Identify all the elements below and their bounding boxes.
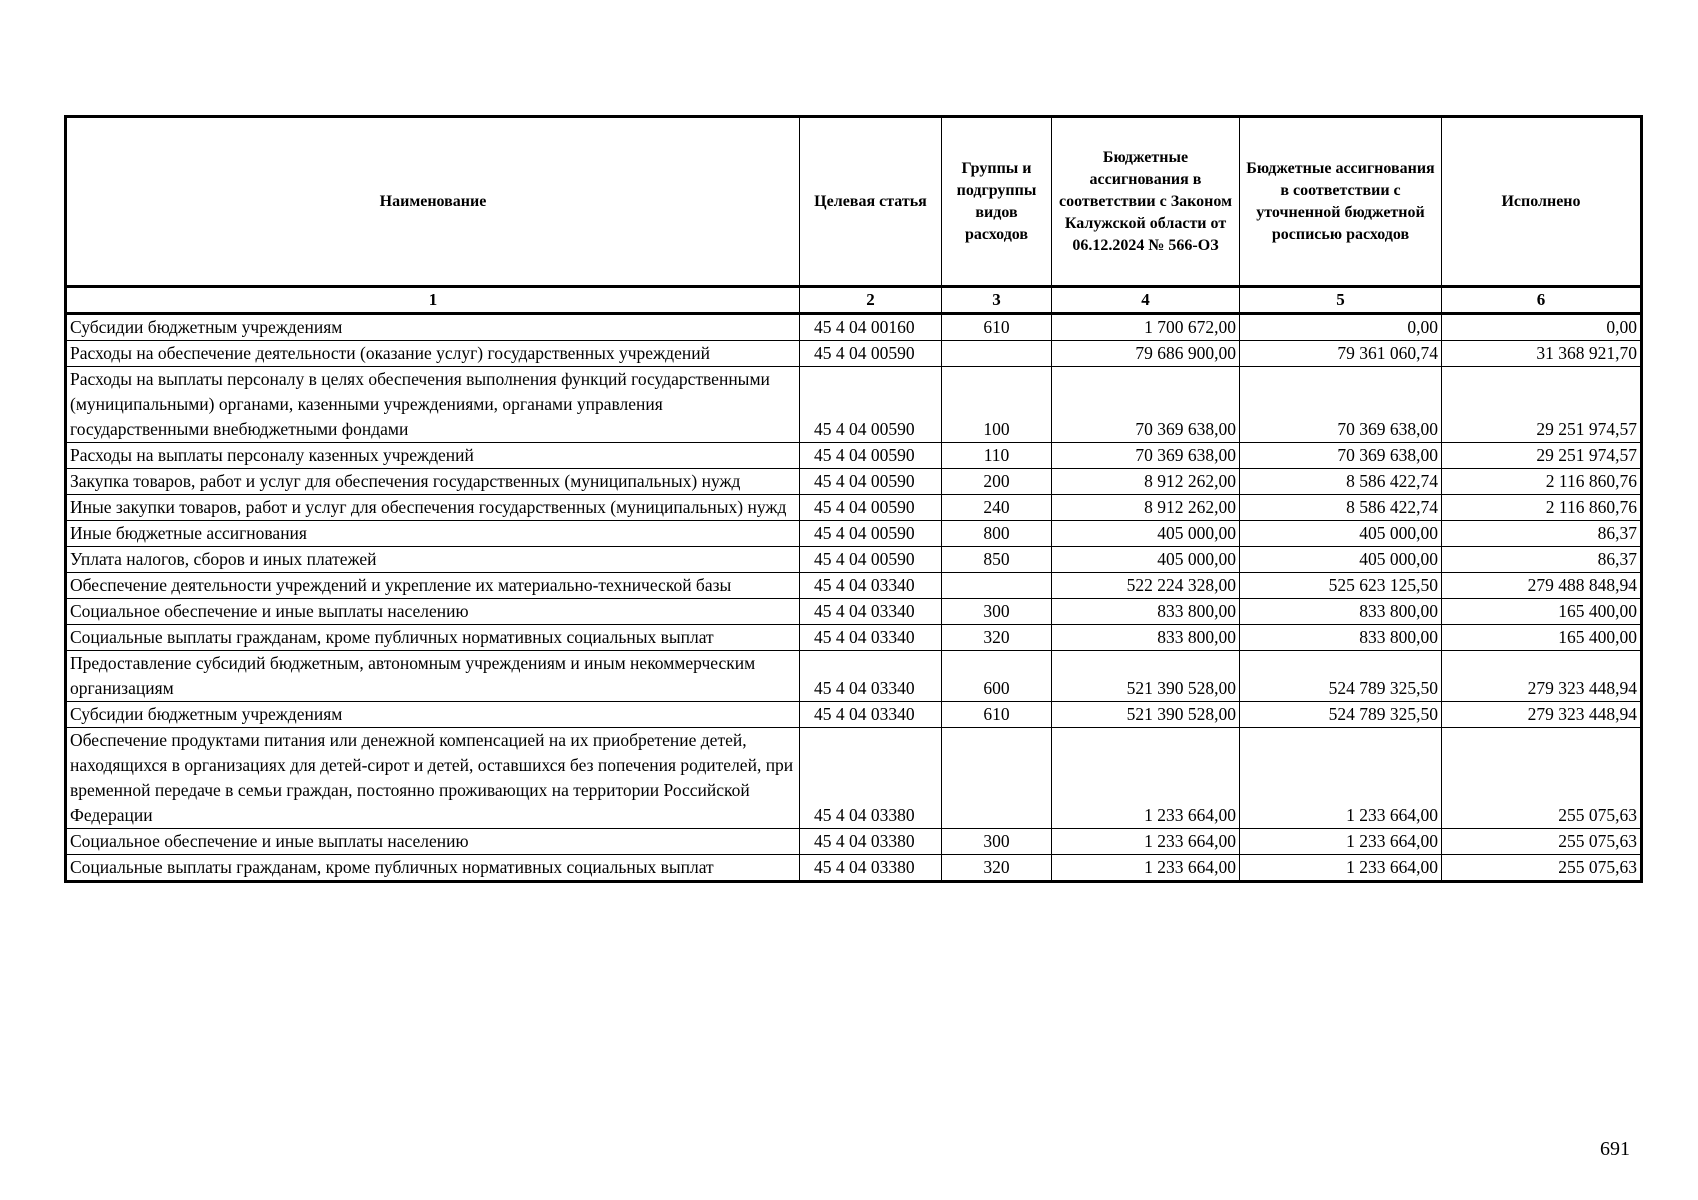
row-refined-allocation: 833 800,00 [1240,625,1442,651]
table-row [66,521,1642,547]
row-executed: 31 368 921,70 [1442,341,1642,367]
row-target-article: 45 4 04 03340 [800,573,942,599]
column-number: 3 [942,287,1052,314]
row-target-article: 45 4 04 00590 [800,443,942,469]
table-row [66,829,1642,855]
row-executed: 2 116 860,76 [1442,469,1642,495]
row-refined-allocation: 833 800,00 [1240,599,1442,625]
row-executed: 255 075,63 [1442,728,1642,829]
row-expense-group: 800 [942,521,1052,547]
row-expense-group: 300 [942,599,1052,625]
row-expense-group: 100 [942,367,1052,443]
table-row [66,573,1642,599]
table-row [66,625,1642,651]
row-expense-group: 320 [942,855,1052,882]
column-number: 5 [1240,287,1442,314]
budget-table-sheet [64,115,1640,883]
row-expense-group: 610 [942,314,1052,341]
row-executed: 29 251 974,57 [1442,367,1642,443]
row-target-article: 45 4 04 00590 [800,521,942,547]
row-expense-group: 200 [942,469,1052,495]
row-target-article: 45 4 04 00590 [800,341,942,367]
row-refined-allocation: 525 623 125,50 [1240,573,1442,599]
row-law-allocation: 521 390 528,00 [1052,651,1240,702]
table-row [66,495,1642,521]
row-law-allocation: 833 800,00 [1052,599,1240,625]
row-executed: 0,00 [1442,314,1642,341]
row-executed: 29 251 974,57 [1442,443,1642,469]
row-name: Закупка товаров, работ и услуг для обеспечения государственных (муниципальных) нужд [66,469,800,495]
row-name: Уплата налогов, сборов и иных платежей [66,547,800,573]
row-executed: 2 116 860,76 [1442,495,1642,521]
row-law-allocation: 1 233 664,00 [1052,855,1240,882]
table-row [66,469,1642,495]
row-target-article: 45 4 04 00590 [800,547,942,573]
header-executed: Исполнено [1442,117,1642,287]
table-row [66,314,1642,341]
row-name: Субсидии бюджетным учреждениям [66,314,800,341]
row-refined-allocation: 70 369 638,00 [1240,443,1442,469]
row-law-allocation: 405 000,00 [1052,521,1240,547]
row-law-allocation: 70 369 638,00 [1052,443,1240,469]
row-refined-allocation: 70 369 638,00 [1240,367,1442,443]
column-number: 4 [1052,287,1240,314]
header-law-allocations: Бюджетные ассигнования в соответствии с Законом Калужской области от 06.12.2024 № 566-ОЗ [1052,117,1240,287]
row-target-article: 45 4 04 03340 [800,651,942,702]
row-name: Социальное обеспечение и иные выплаты населению [66,829,800,855]
row-name: Обеспечение деятельности учреждений и укрепление их материально-технической базы [66,573,800,599]
row-target-article: 45 4 04 03380 [800,728,942,829]
header-name: Наименование [66,117,800,287]
row-law-allocation: 522 224 328,00 [1052,573,1240,599]
row-refined-allocation: 8 586 422,74 [1240,469,1442,495]
row-expense-group [942,341,1052,367]
column-number: 6 [1442,287,1642,314]
table-row [66,728,1642,829]
row-target-article: 45 4 04 03340 [800,702,942,728]
table-row [66,855,1642,882]
row-target-article: 45 4 04 00590 [800,495,942,521]
row-executed: 255 075,63 [1442,829,1642,855]
table-row [66,651,1642,702]
row-name: Субсидии бюджетным учреждениям [66,702,800,728]
row-executed: 255 075,63 [1442,855,1642,882]
row-law-allocation: 405 000,00 [1052,547,1240,573]
table-row [66,547,1642,573]
row-law-allocation: 1 233 664,00 [1052,728,1240,829]
row-refined-allocation: 405 000,00 [1240,547,1442,573]
row-refined-allocation: 1 233 664,00 [1240,829,1442,855]
row-refined-allocation: 1 233 664,00 [1240,855,1442,882]
row-law-allocation: 521 390 528,00 [1052,702,1240,728]
row-executed: 86,37 [1442,521,1642,547]
header-expense-groups: Группы и подгруппы видов расходов [942,117,1052,287]
row-refined-allocation: 524 789 325,50 [1240,702,1442,728]
row-refined-allocation: 0,00 [1240,314,1442,341]
row-law-allocation: 70 369 638,00 [1052,367,1240,443]
row-name: Расходы на обеспечение деятельности (оказание услуг) государственных учреждений [66,341,800,367]
row-executed: 86,37 [1442,547,1642,573]
header-row [66,117,1642,287]
row-expense-group: 240 [942,495,1052,521]
row-name: Иные закупки товаров, работ и услуг для обеспечения государственных (муниципальных) нужд [66,495,800,521]
table-row [66,341,1642,367]
row-executed: 279 488 848,94 [1442,573,1642,599]
row-expense-group: 110 [942,443,1052,469]
row-name: Предоставление субсидий бюджетным, автономным учреждениям и иным некоммерческим организациям [66,651,800,702]
row-name: Обеспечение продуктами питания или денежной компенсацией на их приобретение детей, находящихся в организациях для детей-сирот и детей, оставшихся без попечения родителей, при временной передаче в семьи граждан, постоянно проживающих на территории Российской Федерации [66,728,800,829]
row-target-article: 45 4 04 00590 [800,367,942,443]
table-row [66,367,1642,443]
row-law-allocation: 1 700 672,00 [1052,314,1240,341]
table-row [66,702,1642,728]
header-refined-allocations: Бюджетные ассигнования в соответствии с уточненной бюджетной росписью расходов [1240,117,1442,287]
row-refined-allocation: 1 233 664,00 [1240,728,1442,829]
table-row [66,443,1642,469]
row-name: Расходы на выплаты персоналу в целях обеспечения выполнения функций государственными (муниципальными) органами, казенными учреждениями, органами управления государственными внебюджетными фондами [66,367,800,443]
row-executed: 165 400,00 [1442,625,1642,651]
column-number-row [66,287,1642,314]
row-refined-allocation: 524 789 325,50 [1240,651,1442,702]
row-executed: 279 323 448,94 [1442,702,1642,728]
table-body [66,314,1642,882]
column-number: 2 [800,287,942,314]
row-name: Социальное обеспечение и иные выплаты населению [66,599,800,625]
table-row [66,599,1642,625]
column-number: 1 [66,287,800,314]
row-law-allocation: 8 912 262,00 [1052,469,1240,495]
row-refined-allocation: 8 586 422,74 [1240,495,1442,521]
header-target-article: Целевая статья [800,117,942,287]
row-refined-allocation: 79 361 060,74 [1240,341,1442,367]
row-expense-group: 850 [942,547,1052,573]
row-expense-group: 300 [942,829,1052,855]
row-executed: 165 400,00 [1442,599,1642,625]
row-expense-group: 600 [942,651,1052,702]
row-law-allocation: 79 686 900,00 [1052,341,1240,367]
row-name: Расходы на выплаты персоналу казенных учреждений [66,443,800,469]
row-law-allocation: 1 233 664,00 [1052,829,1240,855]
row-law-allocation: 833 800,00 [1052,625,1240,651]
row-refined-allocation: 405 000,00 [1240,521,1442,547]
budget-execution-table [64,115,1643,883]
row-executed: 279 323 448,94 [1442,651,1642,702]
row-target-article: 45 4 04 03380 [800,829,942,855]
row-expense-group: 610 [942,702,1052,728]
row-expense-group: 320 [942,625,1052,651]
row-name: Социальные выплаты гражданам, кроме публичных нормативных социальных выплат [66,855,800,882]
page-number: 691 [1600,1138,1630,1160]
row-name: Социальные выплаты гражданам, кроме публичных нормативных социальных выплат [66,625,800,651]
row-target-article: 45 4 04 00590 [800,469,942,495]
row-expense-group [942,573,1052,599]
row-name: Иные бюджетные ассигнования [66,521,800,547]
row-expense-group [942,728,1052,829]
row-target-article: 45 4 04 03340 [800,599,942,625]
row-target-article: 45 4 04 03340 [800,625,942,651]
row-law-allocation: 8 912 262,00 [1052,495,1240,521]
row-target-article: 45 4 04 00160 [800,314,942,341]
row-target-article: 45 4 04 03380 [800,855,942,882]
